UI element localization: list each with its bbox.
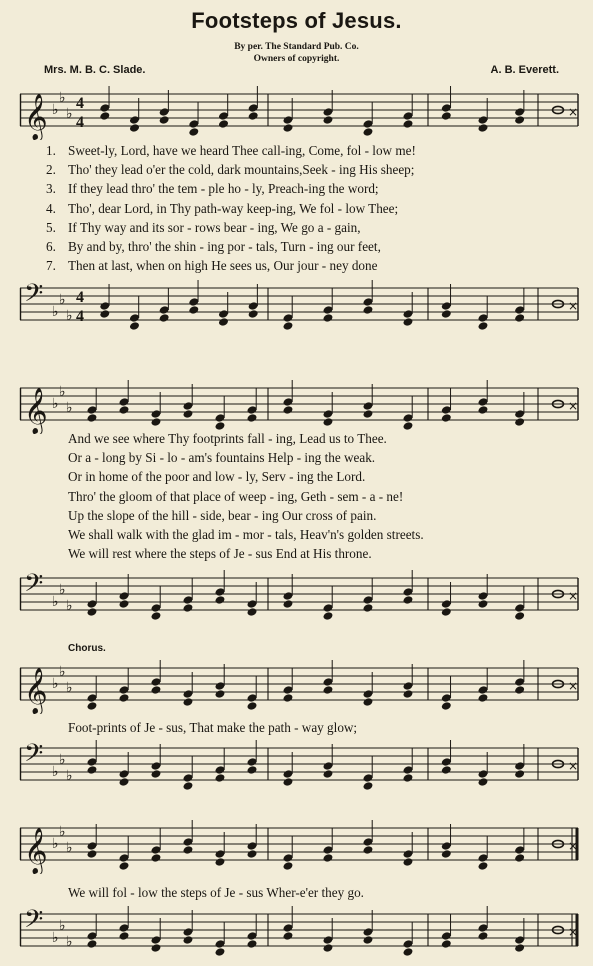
note-head <box>441 111 452 121</box>
note-head <box>514 115 525 125</box>
note-head <box>87 939 98 949</box>
note-head <box>248 309 259 319</box>
verse-line-5: 5. If Thy way and its sor - rows bear - ing, We go a - gain, <box>46 219 361 235</box>
system-4-bass <box>18 904 580 960</box>
note-head <box>183 697 194 707</box>
bass-clef-icon: 𝄢 <box>24 569 44 604</box>
note-head <box>99 309 110 319</box>
note-head <box>87 607 98 617</box>
note-head <box>218 317 229 327</box>
note-head <box>478 693 489 703</box>
note-head <box>159 313 170 323</box>
note-head <box>478 931 489 941</box>
flat-icon: ♭ <box>59 582 66 598</box>
note-head <box>323 769 334 779</box>
flat-icon: ♭ <box>52 764 59 780</box>
verse-line-2b: Or a - long by Si - lo - am's fountains Help - ing the weak. <box>68 450 376 466</box>
note-head <box>188 127 199 137</box>
note-head <box>183 409 194 419</box>
note-head <box>441 849 452 859</box>
note-head <box>283 599 294 609</box>
note-head <box>403 947 414 957</box>
note-head <box>119 861 130 871</box>
note-head <box>323 417 334 427</box>
verse-line-2: 2. Tho' they lead o'er the cold, dark mountains,Seek - ing His sheep; <box>46 162 415 178</box>
note-head <box>514 417 525 427</box>
flat-icon: ♭ <box>52 396 59 412</box>
flat-icon: ♭ <box>59 292 66 308</box>
note-head <box>478 123 489 133</box>
note-head <box>151 417 162 427</box>
rest-icon: × <box>568 679 579 693</box>
system-2-treble <box>18 378 580 434</box>
chorus-lyric-1: Foot-prints of Je - sus, That make the path - way glow; <box>68 720 358 735</box>
note-head <box>323 853 334 863</box>
note-head <box>514 769 525 779</box>
note-head <box>218 119 229 129</box>
note-head <box>403 595 414 605</box>
note-head <box>283 405 294 415</box>
flat-icon: ♭ <box>59 918 66 934</box>
chorus-lyric-2: We will fol - low the steps of Je - sus Wher-e'er they go. <box>68 885 364 900</box>
flat-icon: ♭ <box>66 680 73 696</box>
flat-icon: ♭ <box>66 106 73 122</box>
note-head <box>478 861 489 871</box>
note-head <box>247 413 258 423</box>
note-head <box>323 313 334 323</box>
note-head <box>151 853 162 863</box>
flat-icon: ♭ <box>52 836 59 852</box>
note-head <box>283 123 294 133</box>
time-signature-top: 4 <box>76 289 84 306</box>
note-head <box>119 777 130 787</box>
flat-icon: ♭ <box>59 752 66 768</box>
note-head <box>119 599 130 609</box>
flat-icon: ♭ <box>66 768 73 784</box>
note-head <box>183 781 194 791</box>
note-head <box>478 405 489 415</box>
note-head <box>87 849 98 859</box>
note-head <box>188 305 199 315</box>
note-head <box>323 611 334 621</box>
copyright-line-2: Owners of copyright. <box>253 54 340 64</box>
note-head <box>363 305 374 315</box>
note-head <box>478 321 489 331</box>
treble-clef-icon: 𝄞 <box>24 828 48 874</box>
note-head <box>215 689 226 699</box>
verse-line-1b: And we see where Thy footprints fall - ing, Lead us to Thee. <box>68 431 387 446</box>
note-head <box>283 693 294 703</box>
note-head <box>119 693 130 703</box>
note-head <box>403 857 414 867</box>
note-head <box>363 781 374 791</box>
note-head <box>247 701 258 711</box>
note-head <box>403 317 414 327</box>
note-head <box>441 607 452 617</box>
treble-clef-icon: 𝄞 <box>24 388 48 434</box>
verse-line-6b: We shall walk with the glad im - mor - tals, Heav'n's golden streets. <box>68 526 424 542</box>
time-signature-bottom: 4 <box>76 308 84 325</box>
note-head <box>87 413 98 423</box>
chorus-label: Chorus. <box>68 643 106 654</box>
note-head <box>323 943 334 953</box>
flat-icon: ♭ <box>66 400 73 416</box>
note-head <box>323 115 334 125</box>
verse-line-6: 6. By and by, thro' the shin - ing por - tals, Turn - ing our feet, <box>46 238 381 254</box>
note-head <box>478 599 489 609</box>
note-head <box>183 935 194 945</box>
note-head <box>247 849 258 859</box>
rest-icon: × <box>568 589 579 603</box>
system-4-treble <box>18 818 580 874</box>
note-head <box>247 765 258 775</box>
note-head <box>215 947 226 957</box>
rest-icon: × <box>568 399 579 413</box>
note-head <box>247 607 258 617</box>
system-3-bass <box>18 738 580 794</box>
verse-line-1: 1. Sweet-ly, Lord, have we heard Thee call-ing, Come, fol - low me! <box>46 143 416 158</box>
verse-line-7b: We will rest where the steps of Je - sus End at His throne. <box>68 546 372 562</box>
note-head <box>87 701 98 711</box>
note-head <box>363 697 374 707</box>
copyright-line-1: By per. The Standard Pub. Co. <box>234 42 359 52</box>
bass-clef-icon: 𝄢 <box>24 739 44 774</box>
note-head <box>215 857 226 867</box>
note-head <box>441 309 452 319</box>
flat-icon: ♭ <box>66 934 73 950</box>
note-head <box>283 861 294 871</box>
flat-icon: ♭ <box>52 304 59 320</box>
note-head <box>151 943 162 953</box>
note-head <box>151 611 162 621</box>
note-head <box>283 931 294 941</box>
rest-icon: × <box>568 925 579 939</box>
note-head <box>363 409 374 419</box>
note-head <box>129 123 140 133</box>
note-head <box>514 685 525 695</box>
bass-clef-icon: 𝄢 <box>24 905 44 940</box>
note-head <box>403 119 414 129</box>
hymn-title: Footsteps of Jesus. <box>191 8 402 33</box>
note-head <box>363 845 374 855</box>
note-head <box>363 603 374 613</box>
verse-line-4: 4. Tho', dear Lord, in Thy path-way keep-ing, We fol - low Thee; <box>46 200 399 216</box>
note-head <box>514 313 525 323</box>
note-head <box>183 845 194 855</box>
note-head <box>441 701 452 711</box>
note-head <box>403 773 414 783</box>
system-3-treble <box>18 658 580 714</box>
note-head <box>87 765 98 775</box>
verse-line-4b: Thro' the gloom of that place of weep - ing, Geth - sem - a - ne! <box>68 488 404 504</box>
note-head <box>478 777 489 787</box>
note-head <box>441 413 452 423</box>
flat-icon: ♭ <box>66 840 73 856</box>
flat-icon: ♭ <box>59 824 66 840</box>
system-1-treble <box>18 84 580 140</box>
note-head <box>159 115 170 125</box>
flat-icon: ♭ <box>66 308 73 324</box>
note-head <box>441 765 452 775</box>
note-head <box>514 943 525 953</box>
note-head <box>183 603 194 613</box>
verse-block-1 <box>46 141 568 275</box>
note-head <box>215 773 226 783</box>
system-1-bass <box>18 278 580 334</box>
note-head <box>514 853 525 863</box>
system-2-bass <box>18 568 580 624</box>
time-signature-top: 4 <box>76 95 84 112</box>
rest-icon: × <box>568 105 579 119</box>
note-head <box>129 321 140 331</box>
rest-icon: × <box>568 839 579 853</box>
note-head <box>283 777 294 787</box>
note-head <box>247 939 258 949</box>
note-head <box>119 405 130 415</box>
note-head <box>403 689 414 699</box>
verse-line-3b: Or in home of the poor and low - ly, Serv - ing the Lord. <box>68 469 366 485</box>
flat-icon: ♭ <box>52 102 59 118</box>
verse-line-5b: Up the slope of the hill - side, bear - ing Our cross of pain. <box>68 507 377 523</box>
flat-icon: ♭ <box>52 676 59 692</box>
flat-icon: ♭ <box>59 90 66 106</box>
flat-icon: ♭ <box>59 664 66 680</box>
time-signature-bottom: 4 <box>76 114 84 131</box>
rest-icon: × <box>568 299 579 313</box>
note-head <box>283 321 294 331</box>
rest-icon: × <box>568 759 579 773</box>
bass-clef-icon: 𝄢 <box>24 279 44 314</box>
lyricist-credit: Mrs. M. B. C. Slade. <box>44 64 146 76</box>
flat-icon: ♭ <box>52 930 59 946</box>
treble-clef-icon: 𝄞 <box>24 668 48 714</box>
note-head <box>99 111 110 121</box>
note-head <box>441 939 452 949</box>
note-head <box>248 111 259 121</box>
verse-line-7: 7. Then at last, when on high He sees us, Our jour - ney done <box>46 258 378 274</box>
note-head <box>119 931 130 941</box>
note-head <box>151 685 162 695</box>
verse-line-3: 3. If they lead thro' the tem - ple ho - ly, Preach-ing the word; <box>46 181 379 197</box>
flat-icon: ♭ <box>59 384 66 400</box>
flat-icon: ♭ <box>52 594 59 610</box>
treble-clef-icon: 𝄞 <box>24 94 48 140</box>
note-head <box>323 685 334 695</box>
note-head <box>215 595 226 605</box>
note-head <box>363 127 374 137</box>
note-head <box>514 611 525 621</box>
composer-credit: A. B. Everett. <box>490 64 559 76</box>
flat-icon: ♭ <box>66 598 73 614</box>
note-head <box>363 935 374 945</box>
verse-block-2 <box>68 429 568 563</box>
note-head <box>151 769 162 779</box>
